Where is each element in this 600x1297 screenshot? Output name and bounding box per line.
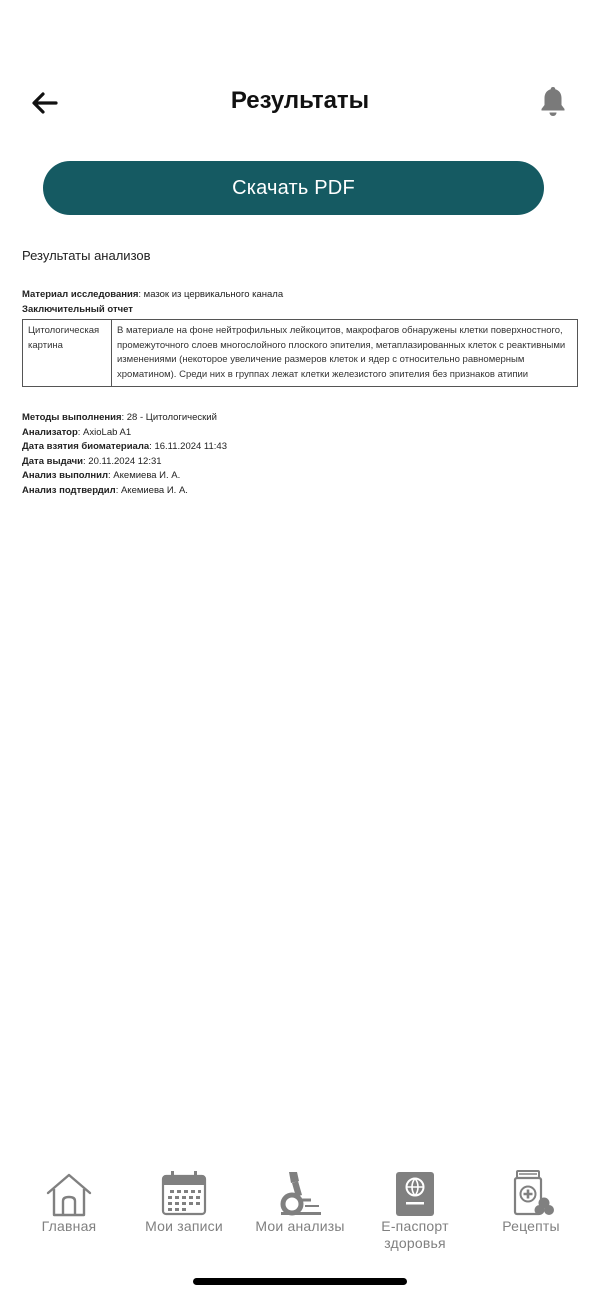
meta-value: : 28 - Цитологический: [121, 412, 217, 423]
home-icon: [44, 1168, 94, 1218]
meta-value: : 16.11.2024 11:43: [149, 441, 227, 452]
material-line: [22, 288, 578, 303]
meta-item: [22, 484, 578, 499]
meta-value: : Акемиева И. А.: [108, 470, 181, 481]
bell-icon[interactable]: [538, 84, 568, 118]
home-indicator: [193, 1278, 407, 1285]
meta-label: Дата взятия биоматериала: [22, 441, 150, 452]
tab-prescriptions[interactable]: [471, 1168, 591, 1235]
meta-label: Анализ подтвердил: [22, 484, 116, 496]
top-bar: [0, 70, 600, 134]
meta-info: [22, 411, 578, 498]
passport-icon: [390, 1168, 440, 1218]
bottom-tab-bar: [0, 1168, 600, 1268]
tab-health-passport-label: Е-паспорт здоровья: [381, 1218, 449, 1251]
final-report-heading: [22, 303, 578, 318]
meta-label: Методы выполнения: [22, 412, 122, 423]
prescription-icon: [506, 1168, 556, 1218]
meta-label: Анализатор: [22, 426, 78, 438]
calendar-icon: [159, 1168, 209, 1218]
tab-appointments[interactable]: [124, 1168, 244, 1235]
download-pdf-button[interactable]: Скачать PDF: [43, 161, 544, 215]
meta-item: [22, 455, 578, 470]
tab-home[interactable]: [9, 1168, 129, 1235]
microscope-icon: [275, 1168, 325, 1218]
page-title: Результаты: [230, 87, 370, 114]
meta-item: [22, 469, 578, 484]
meta-label: Дата выдачи: [22, 455, 84, 467]
meta-item: [22, 426, 578, 441]
results-document: [22, 248, 578, 498]
tab-prescriptions-label: Рецепты: [502, 1218, 560, 1234]
results-section-title: Результаты анализов: [22, 248, 151, 263]
meta-item: [22, 411, 578, 426]
meta-item: [22, 440, 578, 455]
material-value: : мазок из цервикального канала: [138, 289, 284, 300]
meta-label: Анализ выполнил: [22, 470, 109, 481]
final-report-label: Заключительный отчет: [22, 303, 133, 315]
results-table: [22, 319, 578, 387]
table-cell-name: Цитологическая картина: [23, 320, 112, 387]
tab-appointments-label: Мои записи: [145, 1218, 223, 1234]
meta-value: : AxioLab A1: [77, 426, 132, 438]
tab-analyses[interactable]: [240, 1168, 360, 1235]
meta-value: : Акемиева И. А.: [115, 484, 188, 496]
meta-value: : 20.11.2024 12:31: [83, 455, 162, 467]
tab-analyses-label: Мои анализы: [255, 1218, 345, 1234]
tab-home-label: Главная: [41, 1218, 97, 1234]
tab-health-passport[interactable]: [355, 1168, 475, 1252]
material-label: Материал исследования: [22, 289, 139, 300]
table-cell-value: В материале на фоне нейтрофильных лейкоцитов, макрофагов обнаружены клетки поверхностного, промежуточного слоев многослойного плоского эпителия, метаплазированных клеток с реактивными изменениями (некоторое увеличение размеров клеток и ядер с относительно равномерным хроматином). Среди них в группах лежат клетки железистого эпителия без признаков атипии: [112, 320, 578, 387]
table-row: [23, 320, 578, 387]
